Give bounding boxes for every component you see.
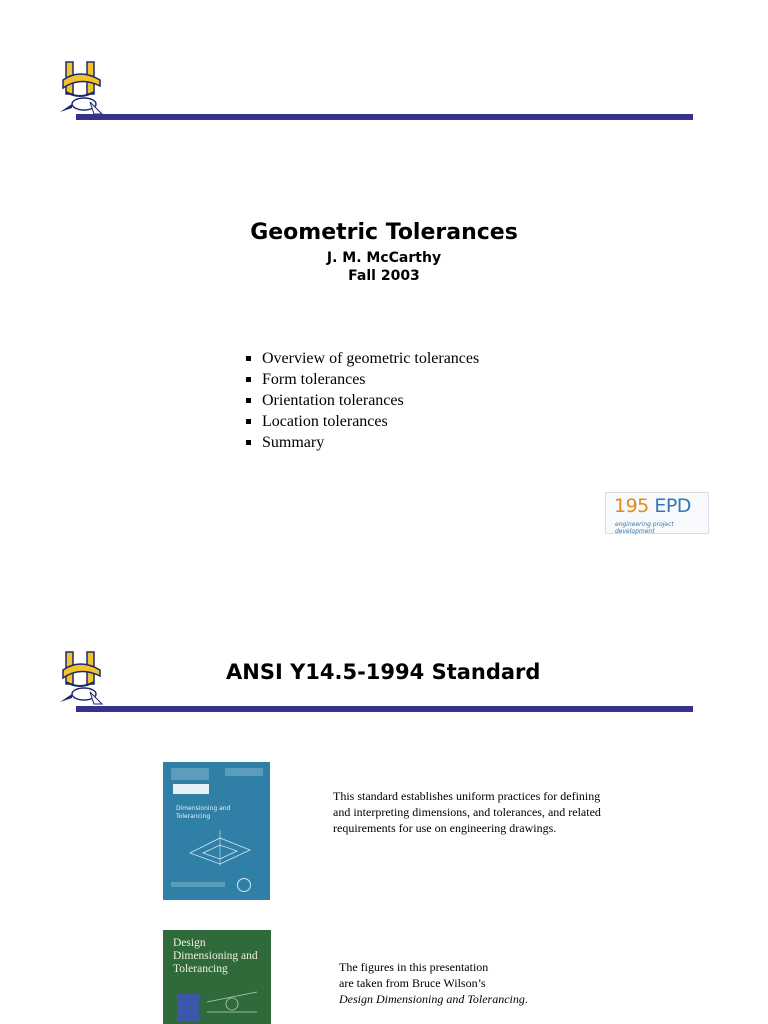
- title-rule: [76, 706, 693, 712]
- term: Fall 2003: [348, 268, 420, 284]
- uci-anteater-logo: [60, 648, 106, 706]
- author: J. M. McCarthy: [326, 250, 442, 266]
- bullet-icon: [246, 398, 251, 403]
- bullet-icon: [246, 356, 251, 361]
- title-rule: [76, 114, 693, 120]
- bullet-icon: [246, 377, 251, 382]
- list-item: Orientation tolerances: [246, 390, 479, 411]
- design-book-cover: Design Dimensioning and Tolerancing: [163, 930, 271, 1024]
- outline-list: [246, 348, 479, 453]
- uci-anteater-logo: [60, 58, 106, 116]
- epd-badge: 195 EPD engineering project development: [605, 492, 709, 534]
- bullet-icon: [246, 419, 251, 424]
- bullet-icon: [246, 440, 251, 445]
- figures-credit: The figures in this presentation are taken from Bruce Wilson’s Design Dimensioning and Tolerancing.: [339, 960, 528, 1006]
- list-item: Location tolerances: [246, 411, 479, 432]
- list-item: Overview of geometric tolerances: [246, 348, 479, 369]
- list-item: Form tolerances: [246, 369, 479, 390]
- ansi-standard-cover: Dimensioning and Tolerancing: [163, 762, 270, 900]
- list-item: Summary: [246, 432, 479, 453]
- slide2-title: ANSI Y14.5-1994 Standard: [226, 660, 541, 684]
- slide1-title: Geometric Tolerances: [250, 220, 518, 245]
- standard-description: This standard establishes uniform practices for defining and interpreting dimensions, and tolerances, and related requirements for use on engineering drawings.: [333, 789, 601, 835]
